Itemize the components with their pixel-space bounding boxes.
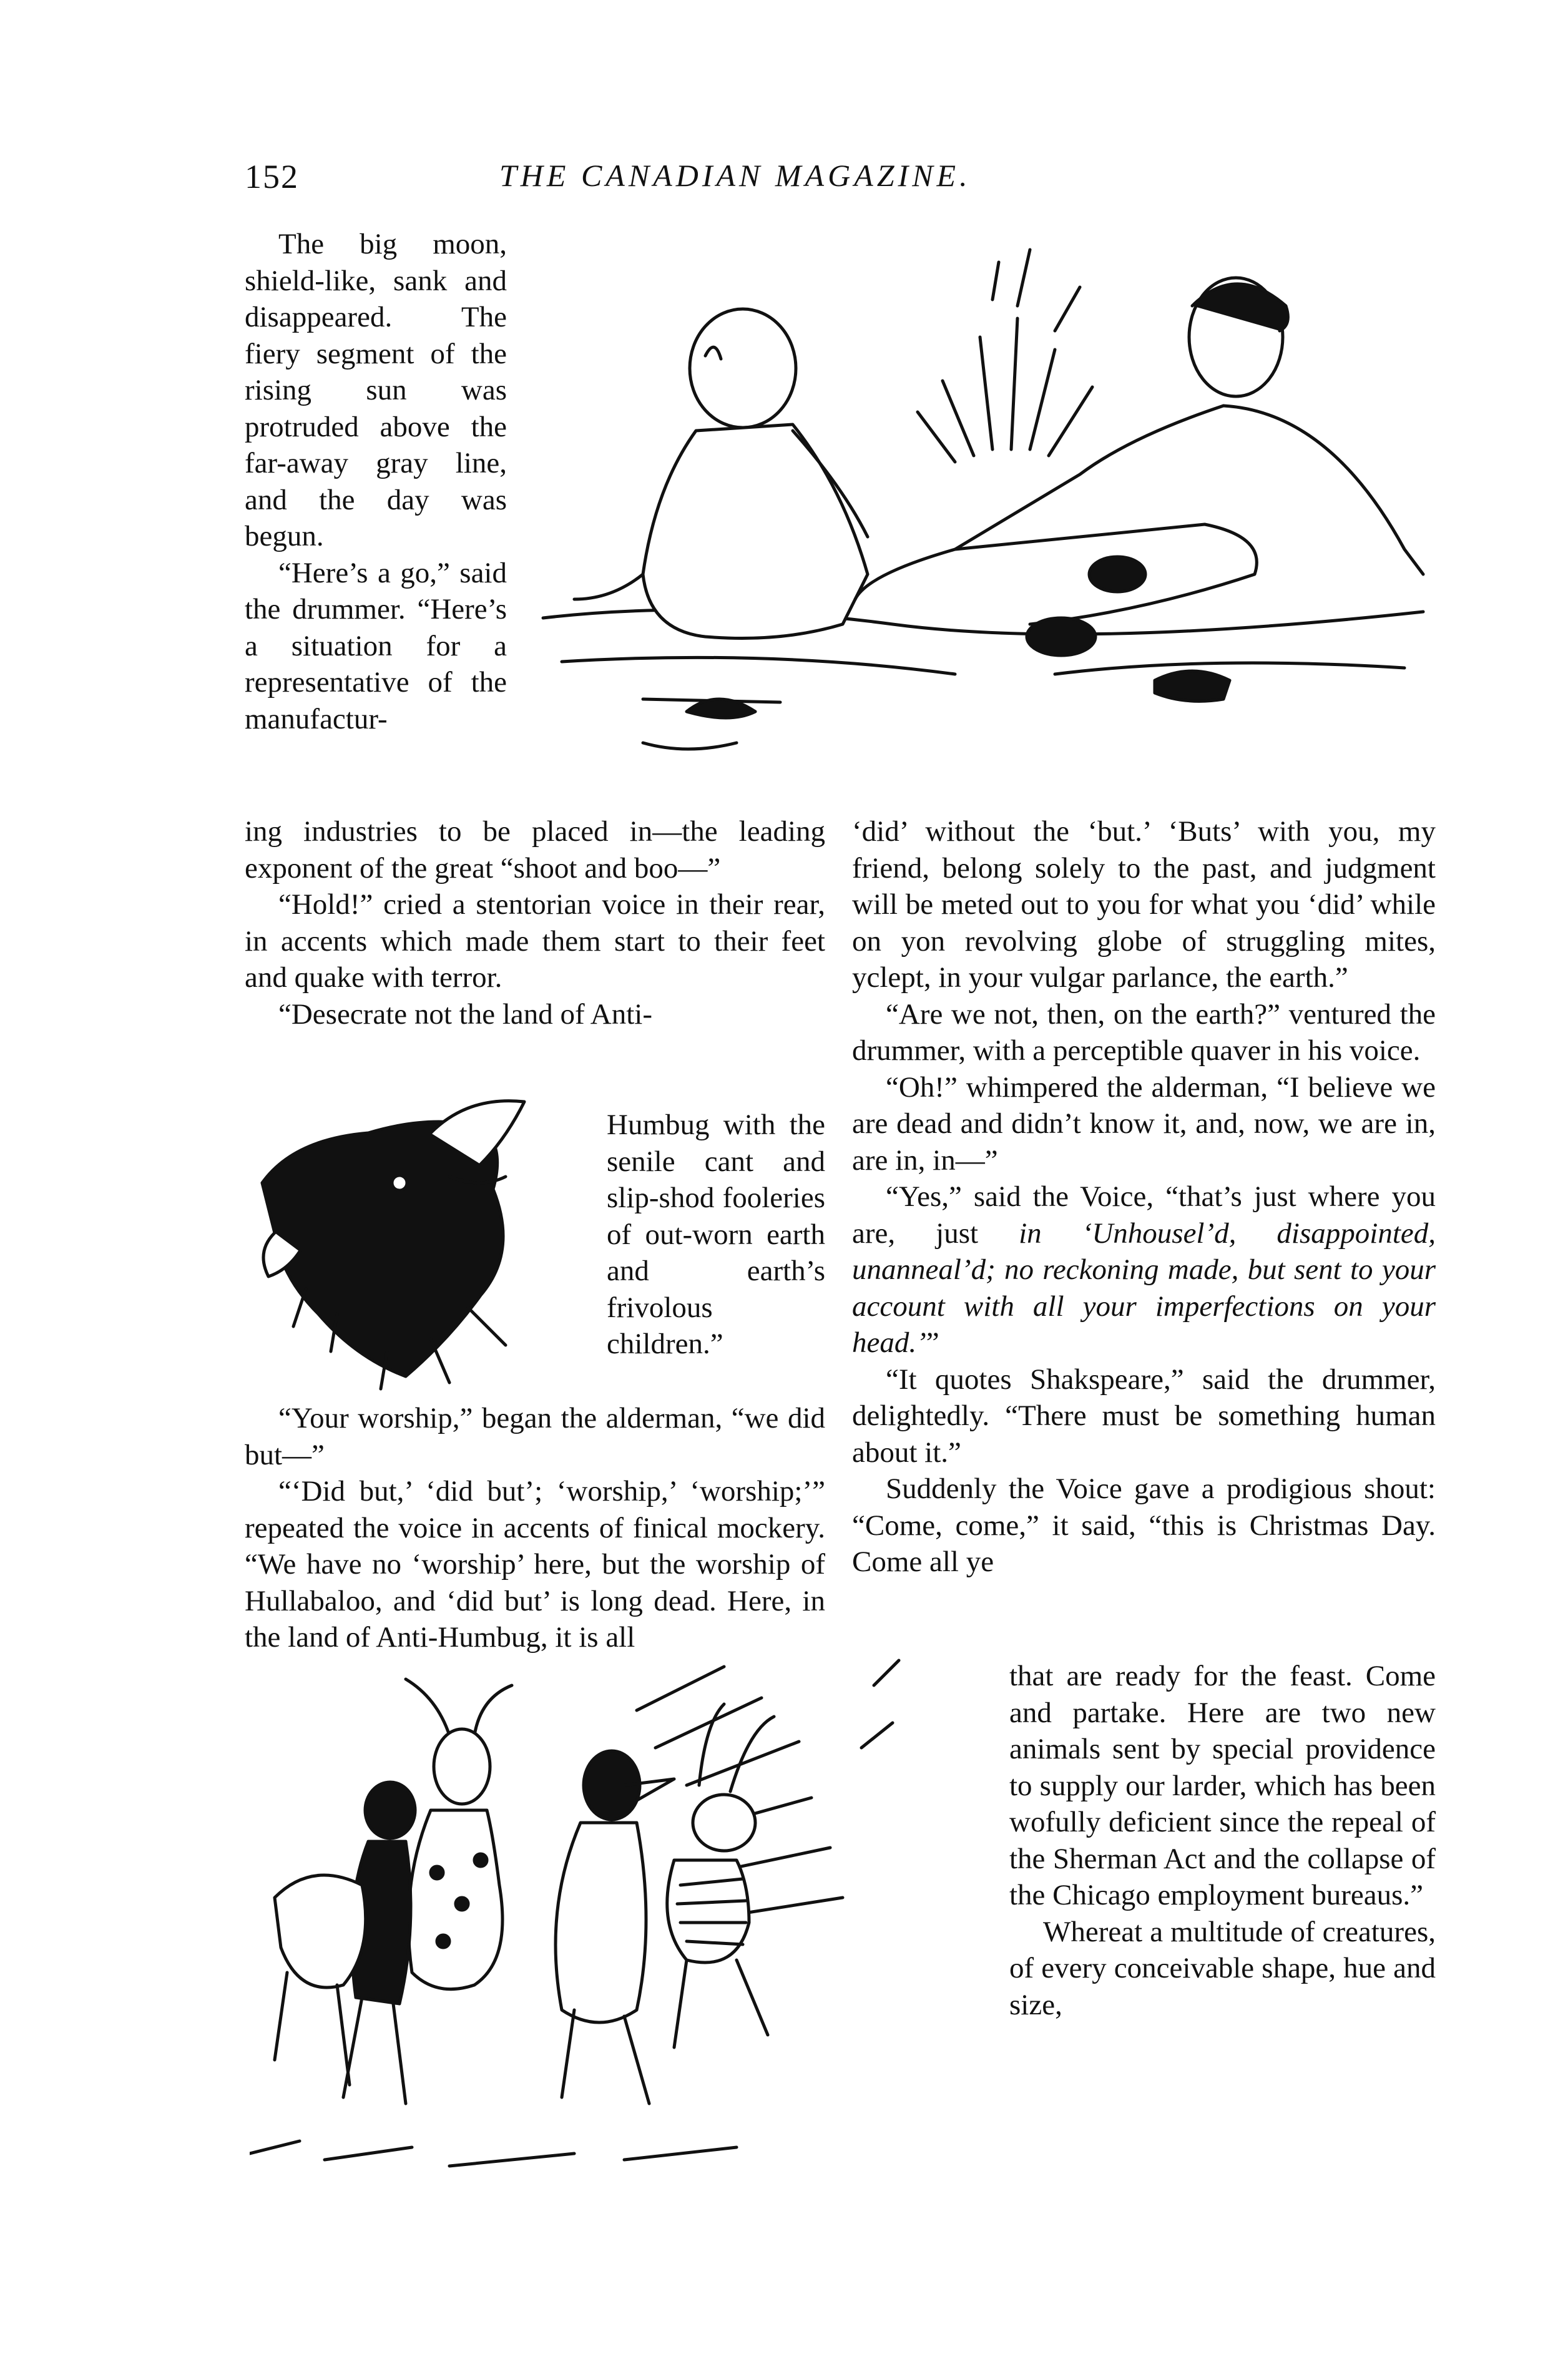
paragraph-quotes-shakspeare: “It quotes Shakspeare,” said the drummer, delightedly. “There must be something human about it.”	[852, 1363, 1436, 1469]
paragraph-your-worship: “Your worship,” began the alderman, “we did but—”	[245, 1402, 825, 1471]
left-full-text-2	[245, 1400, 825, 1656]
voice-italic-quote: in ‘Unhousel’d, disappointed, unanneal’d; no reckoning made, but sent to your account with all your imperfections on your head.’	[852, 1217, 1436, 1359]
left-beside-beast-text	[607, 1107, 825, 1363]
voice-close-quote: ”	[926, 1326, 939, 1359]
running-title: THE CANADIAN MAGAZINE.	[499, 158, 971, 193]
right-narrow-bottom-text	[1009, 1658, 1436, 2023]
page-number: 152	[245, 158, 299, 195]
paragraph-are-we-not: “Are we not, then, on the earth?” ventured the drummer, with a perceptible quaver in his voice.	[852, 997, 1436, 1067]
paragraph-hold: “Hold!” cried a stentorian voice in their rear, in accents which made them start to their feet and quake with terror.	[245, 888, 825, 994]
paragraph-suddenly: Suddenly the Voice gave a prodigious shout: “Come, come,” it said, “this is Christmas Day. Come all ye	[852, 1473, 1436, 1578]
illustration-alderman-and-drummer	[518, 225, 1442, 805]
right-full-text	[852, 813, 1436, 1581]
left-full-text-1	[245, 813, 825, 1032]
paragraph-moon: The big moon, shield-like, sank and disappeared. The fiery segment of the rising sun was protruded above the far-away gray line, and the day was begun.	[245, 228, 507, 552]
left-narrow-top-text	[245, 226, 507, 737]
illustration-beast-head	[243, 1089, 605, 1395]
paragraph-ready-for-feast: that are ready for the feast. Come and partake. Here are two new animals sent by special providence to supply our larder, which has been wofully deficient since the repeal of the Sherman Act and the collapse of the Chicago employment bureaus.”	[1009, 1660, 1436, 1911]
paragraph-whereat: Whereat a multitude of creatures, of every conceivable shape, hue and size,	[1009, 1915, 1436, 2021]
illustration-procession-of-creatures	[250, 1623, 999, 2222]
paragraph-did-but: “‘Did but,’ ‘did but’; ‘worship,’ ‘worship;’” repeated the voice in accents of finical mockery. “We have no ‘worship’ here, but the worship of Hullabaloo, and ‘did but’ is long dead. Here, in the land of Anti-Humbug, it is all	[245, 1475, 825, 1654]
paragraph-oh-whimpered: “Oh!” whimpered the alderman, “I believe we are dead and didn’t know it, and, now, we are in, are in, in—”	[852, 1071, 1436, 1177]
paragraph-yes-said-voice	[852, 1179, 1436, 1361]
voice-plain-text: “Yes,” said the Voice, “that’s just where you are, just	[852, 1180, 1436, 1250]
paragraph-desecrate-first-line: “Desecrate not the land of Anti-	[278, 997, 653, 1031]
paragraph-did-without-but: ‘did’ without the ‘but.’ ‘Buts’ with you, my friend, belong solely to the past, and judgment will be meted out to you for what you ‘did’ while on yon revolving globe of struggling mites, yclept, in your vulgar parlance, the earth.”	[852, 815, 1436, 994]
paragraph-heres-a-go: “Here’s a go,” said the drummer. “Here’s a situation for a representative of the manufactur-	[245, 556, 507, 735]
paragraph-desecrate-continued: Humbug with the senile cant and slip-shod fooleries of out-worn earth and earth’s frivolous children.”	[607, 1109, 825, 1360]
paragraph-manufacturing: ing industries to be placed in—the leading exponent of the great “shoot and boo—”	[245, 815, 825, 885]
